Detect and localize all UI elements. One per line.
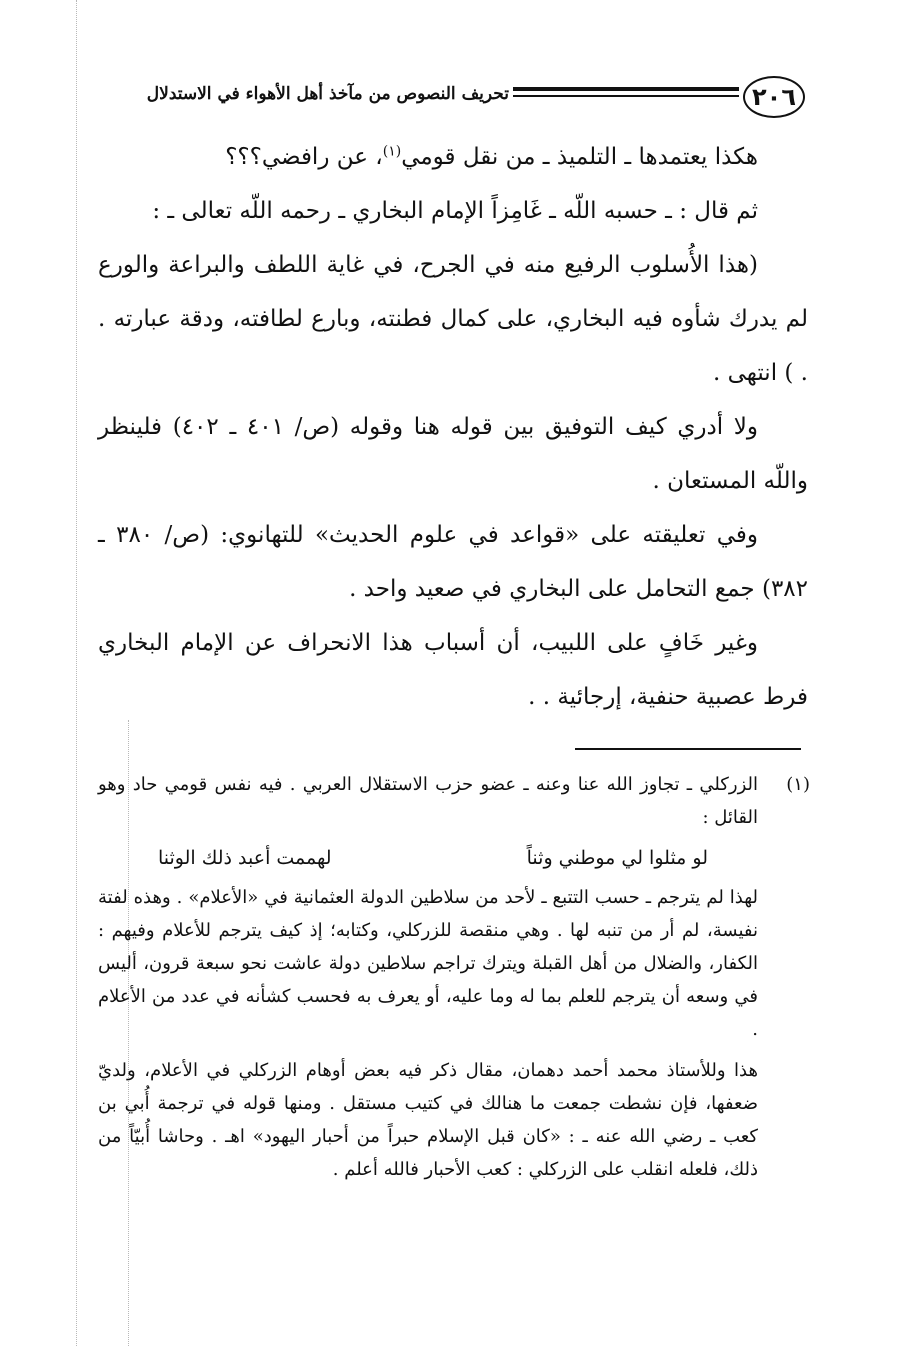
footnote-body — [98, 768, 758, 1186]
footnote — [98, 768, 808, 1186]
running-title: تحريف النصوص من مآخذ أهل الأهواء في الاستدلال — [146, 84, 509, 104]
paragraph: وغير خَافٍ على اللبيب، أن أسباب هذا الانحراف عن الإمام البخاري فرط عصبية حنفية، إرجائية . . — [98, 630, 808, 710]
footnote-marker: (١) — [786, 774, 810, 795]
poem-hemistich: لهممت أعبد ذلك الوثنا — [158, 847, 332, 869]
page-number: ٢٠٦ — [743, 76, 805, 118]
footnote-text: الزركلي ـ تجاوز الله عنا وعنه ـ عضو حزب الاستقلال العربي . فيه نفس قومي حاد وهو القائل : — [98, 774, 758, 828]
footnote-reference: (١) — [382, 143, 402, 160]
paragraph: ولا أدري كيف التوفيق بين قوله هنا وقوله (ص/ ٤٠١ ـ ٤٠٢) فلينظر واللّه المستعان . — [98, 414, 808, 494]
footnote-text: هذا وللأستاذ محمد أحمد دهمان، مقال ذكر فيه بعض أوهام الزركلي في الأعلام، ولديّ ضعفها، فإن نشطت جمعت ما هنالك في كتيب مستقل . ومنها قوله في ترجمة أُبي بن كعب ـ رضي الله عنه ـ : «كان قبل الإسلام حبراً من أحبار اليهود» اهـ . وحاشا أُبيّاً من ذلك، فلعله انقلب على الزركلي : كعب الأحبار فالله أعلم . — [98, 1060, 758, 1180]
main-text — [98, 130, 808, 724]
poem-verse — [98, 834, 758, 881]
footnote-text: لهذا لم يترجم ـ حسب التتبع ـ لأحد من سلاطين الدولة العثمانية في «الأعلام» . وهذه لفتة نفيسة، لم أر من تنبه لها . وهي منقصة للزركلي، وكتابه؛ إذ كيف يترجم للأعلام وفيهم : الكفار، والضلال من أهل القبلة ويترك تراجم سلاطين دولة عاشت نحو سبعة قرون، أليس في وسعه أن يترجم للعلم بما له وما عليه، أو يعرف به فحسب كشأنه في عدد من الأعلام . — [98, 887, 758, 1040]
paragraph — [98, 130, 808, 184]
paragraph: ثم قال : ـ حسبه اللّه ـ غَامِزاً الإمام البخاري ـ رحمه اللّه تعالى ـ : — [152, 198, 758, 224]
header-rule — [513, 87, 739, 97]
scan-artifact-line — [76, 0, 77, 1346]
paragraph: وفي تعليقته على «قواعد في علوم الحديث» للتهانوي: (ص/ ٣٨٠ ـ ٣٨٢) جمع التحامل على البخاري في صعيد واحد . — [98, 522, 808, 602]
poem-hemistich: لو مثلوا لي موطني وثناً — [526, 847, 708, 869]
quoted-paragraph: (هذا الأُسلوب الرفيع منه في الجرح، في غاية اللطف والبراعة والورع لم يدرك شأوه فيه البخاري، على كمال فطنته، وبارع لطافته، ودقة عبارته . . ) انتهى . — [98, 252, 808, 386]
footnote-separator — [575, 748, 801, 750]
page-header — [105, 74, 805, 120]
paragraph-text: ، عن رافضي؟؟؟ — [225, 144, 383, 170]
paragraph-text: هكذا يعتمدها ـ التلميذ ـ من نقل قومي — [401, 144, 758, 170]
